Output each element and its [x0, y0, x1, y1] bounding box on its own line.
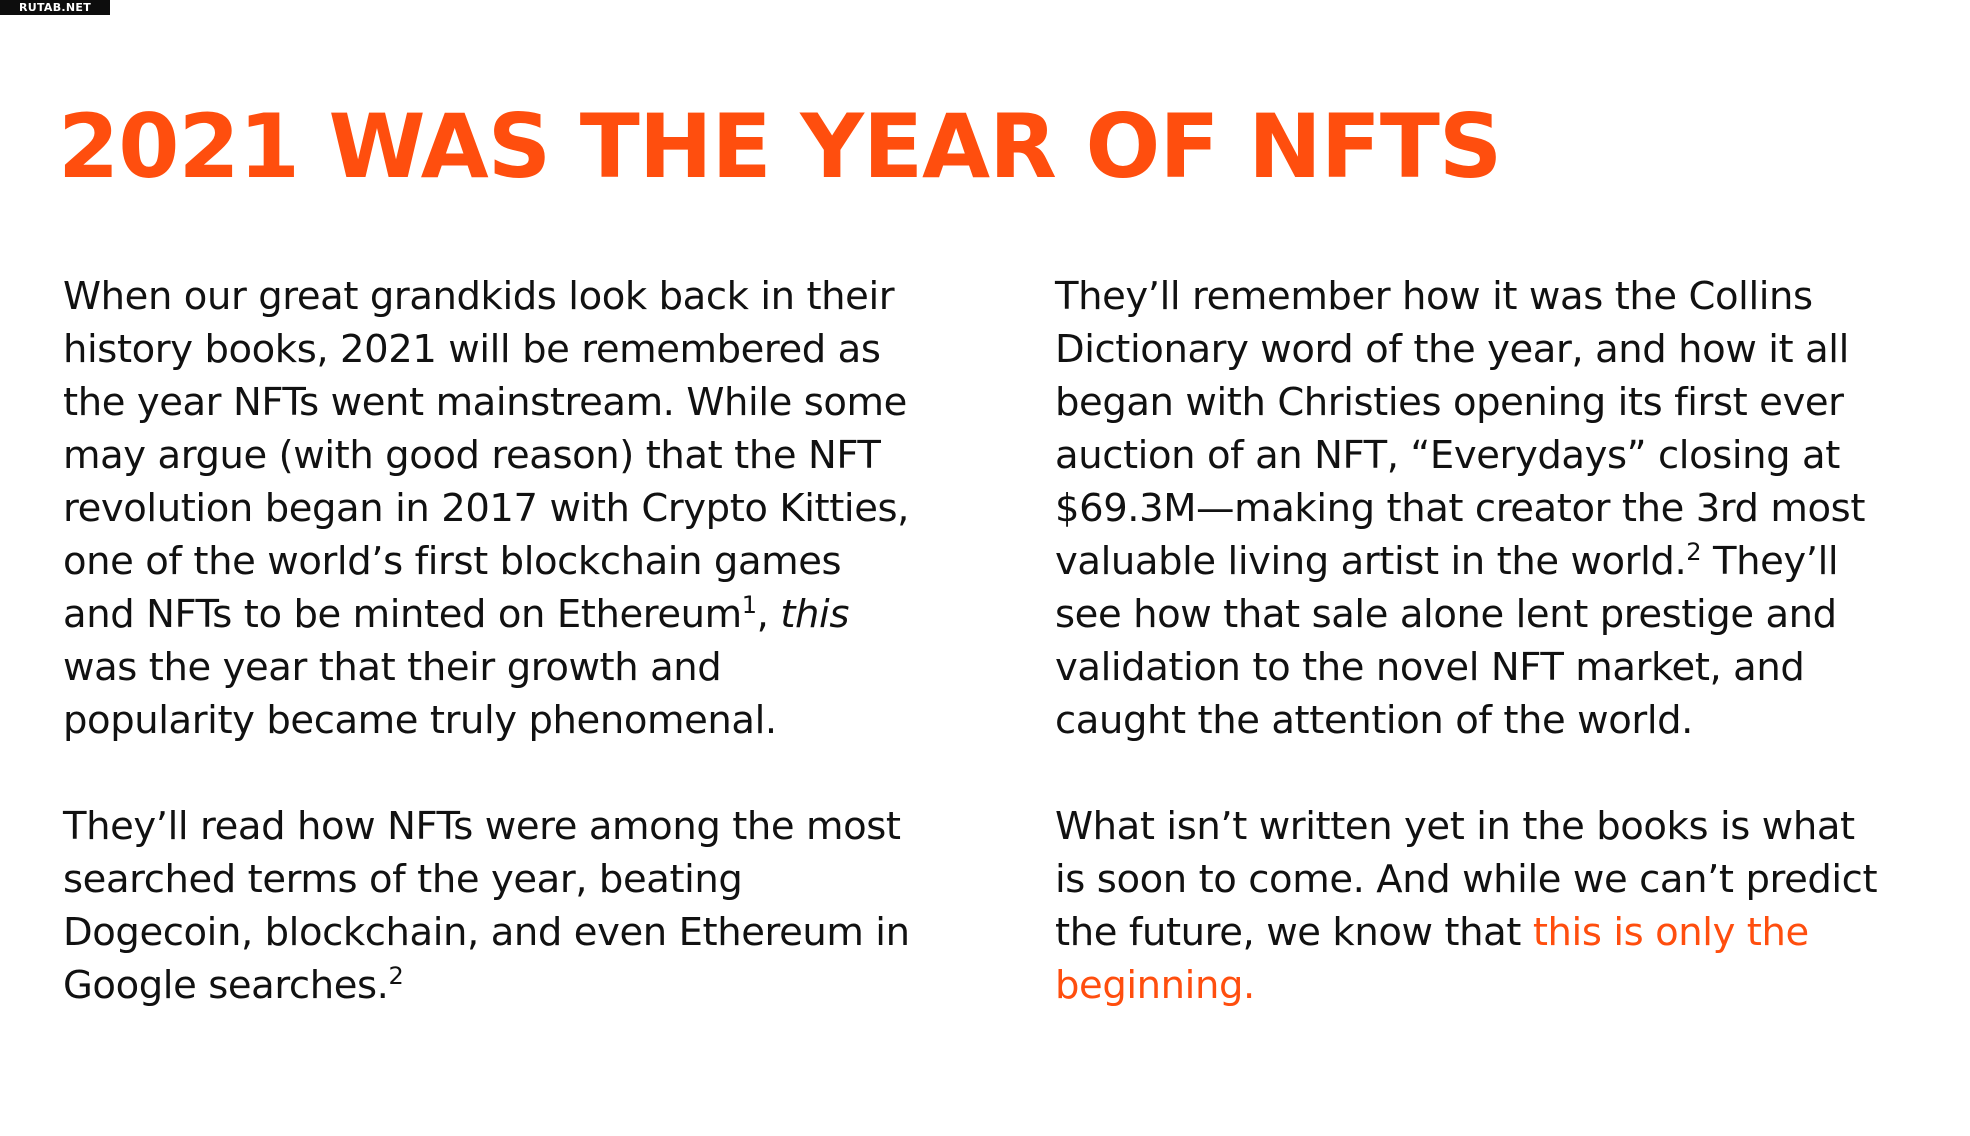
text-segment: , [756, 592, 781, 637]
left-paragraph-1 [63, 270, 963, 747]
footnote-marker: 1 [741, 591, 757, 619]
page-title: 2021 WAS THE YEAR OF NFTS [58, 95, 1502, 198]
text-segment: valuable living artist in the world. [1055, 539, 1687, 584]
right-paragraph-1 [1055, 270, 1955, 747]
watermark-logo: RUTAB.NET [0, 0, 110, 15]
text-line: see how that sale alone lent prestige and [1055, 592, 1837, 637]
paragraph-gap [1055, 747, 1955, 800]
text-line: auction of an NFT, “Everydays” closing at [1055, 433, 1840, 478]
footnote-marker: 2 [388, 962, 404, 990]
text-line: caught the attention of the world. [1055, 698, 1694, 743]
text-line: one of the world’s first blockchain games [63, 539, 842, 584]
text-line: They’ll remember how it was the Collins [1055, 274, 1813, 319]
highlight-text: beginning. [1055, 963, 1255, 1008]
text-line: the year NFTs went mainstream. While some [63, 380, 907, 425]
text-line: When our great grandkids look back in their [63, 274, 895, 319]
left-paragraph-2 [63, 800, 963, 1012]
right-paragraph-2 [1055, 800, 1955, 1012]
paragraph-gap [63, 747, 963, 800]
text-segment: Google searches. [63, 963, 389, 1008]
text-line: Dogecoin, blockchain, and even Ethereum in [63, 910, 910, 955]
text-line: What isn’t written yet in the books is what [1055, 804, 1855, 849]
footnote-marker: 2 [1686, 538, 1702, 566]
text-segment: the future, we know that [1055, 910, 1533, 955]
text-line: began with Christies opening its first ever [1055, 380, 1844, 425]
text-line [1055, 535, 1955, 588]
right-column [1055, 270, 1955, 1012]
text-line: is soon to come. And while we can’t predict [1055, 857, 1878, 902]
text-line [1055, 906, 1955, 959]
text-line: may argue (with good reason) that the NFT [63, 433, 881, 478]
text-line: Dictionary word of the year, and how it all [1055, 327, 1849, 372]
text-line [63, 588, 963, 641]
highlight-text: this is only the [1532, 910, 1809, 955]
text-line: history books, 2021 will be remembered as [63, 327, 881, 372]
text-line: They’ll read how NFTs were among the most [63, 804, 901, 849]
left-column [63, 270, 963, 1012]
text-line: was the year that their growth and [63, 645, 722, 690]
text-line: popularity became truly phenomenal. [63, 698, 777, 743]
text-line [63, 959, 963, 1012]
text-segment: and NFTs to be minted on Ethereum [63, 592, 742, 637]
emphasis-text: this [780, 592, 849, 637]
text-line: validation to the novel NFT market, and [1055, 645, 1805, 690]
text-segment: They’ll [1701, 539, 1839, 584]
text-line: $69.3M—making that creator the 3rd most [1055, 486, 1866, 531]
text-line: revolution began in 2017 with Crypto Kitties, [63, 486, 909, 531]
text-line: searched terms of the year, beating [63, 857, 743, 902]
